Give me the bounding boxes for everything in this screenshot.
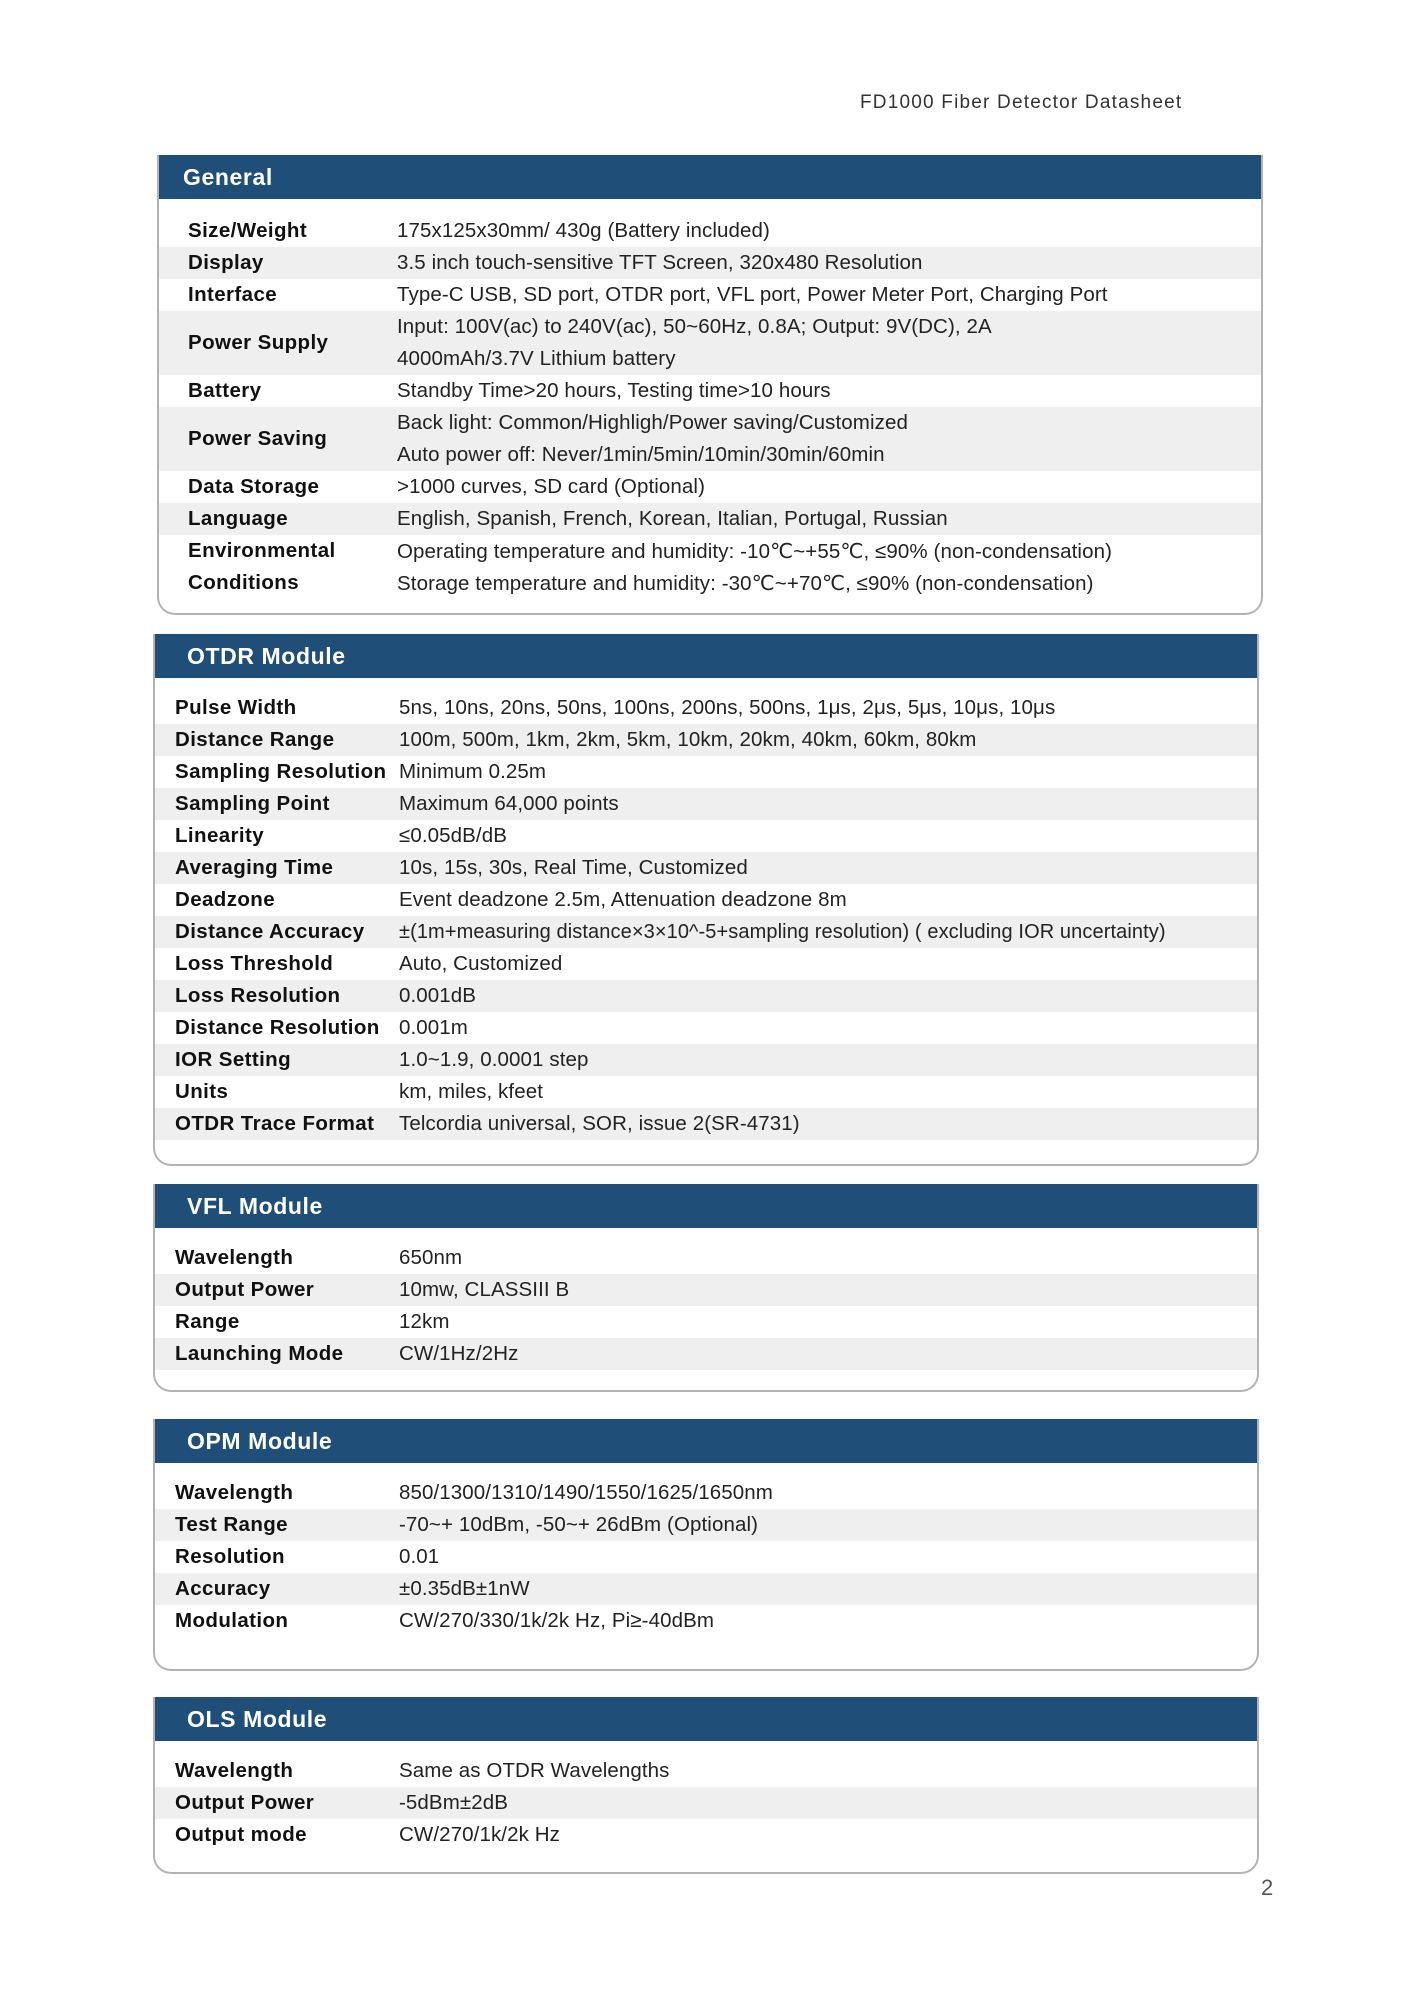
- spec-value: CW/270/330/1k/2k Hz, Pi≥-40dBm: [399, 1609, 715, 1632]
- vfl-module-panel: [153, 1184, 1259, 1392]
- spec-row: [159, 471, 1261, 503]
- spec-row: [155, 1306, 1257, 1338]
- spec-row: [159, 503, 1261, 535]
- spec-row: [155, 1338, 1257, 1370]
- spec-row: [155, 1755, 1257, 1787]
- spec-value: 10mw, CLASSIII B: [399, 1278, 570, 1301]
- spec-row: [155, 1242, 1257, 1274]
- opm-module-panel: [153, 1419, 1259, 1671]
- panel-title: OLS Module: [155, 1697, 1257, 1741]
- spec-value: Maximum 64,000 points: [399, 792, 619, 815]
- spec-row: [155, 788, 1257, 820]
- spec-value: 3.5 inch touch-sensitive TFT Screen, 320x480 Resolution: [397, 251, 923, 274]
- spec-value: 850/1300/1310/1490/1550/1625/1650nm: [399, 1481, 773, 1504]
- spec-value: Minimum 0.25m: [399, 760, 547, 783]
- spec-label: Units: [175, 1080, 229, 1103]
- spec-row: [155, 884, 1257, 916]
- spec-label: Environmental: [188, 539, 336, 562]
- spec-value: 1.0~1.9, 0.0001 step: [399, 1048, 589, 1071]
- spec-label: Sampling Point: [175, 792, 330, 815]
- spec-value: 0.001m: [399, 1016, 468, 1039]
- spec-label: Conditions: [188, 571, 300, 594]
- spec-value: Telcordia universal, SOR, issue 2(SR-4731): [399, 1112, 800, 1135]
- spec-label: Data Storage: [188, 475, 320, 498]
- spec-label: Distance Accuracy: [175, 920, 365, 943]
- spec-value: CW/1Hz/2Hz: [399, 1342, 519, 1365]
- spec-value: Storage temperature and humidity: -30℃~+70℃, ≤90% (non-condensation): [397, 571, 1094, 595]
- spec-rows: [155, 1477, 1257, 1637]
- spec-row: [155, 724, 1257, 756]
- spec-row: [155, 1012, 1257, 1044]
- spec-value: Auto, Customized: [399, 952, 563, 975]
- spec-row: [159, 215, 1261, 247]
- spec-row: [155, 820, 1257, 852]
- spec-label: Range: [175, 1310, 240, 1333]
- spec-rows: [159, 215, 1261, 599]
- spec-value: >1000 curves, SD card (Optional): [397, 475, 705, 498]
- spec-value: ≤0.05dB/dB: [399, 824, 507, 847]
- general-panel: [157, 155, 1263, 615]
- spec-row: [159, 535, 1261, 567]
- spec-label: Loss Threshold: [175, 952, 334, 975]
- spec-row: [155, 1274, 1257, 1306]
- spec-value: English, Spanish, French, Korean, Italian, Portugal, Russian: [397, 507, 948, 530]
- panel-title: OTDR Module: [155, 634, 1257, 678]
- spec-label: Pulse Width: [175, 696, 297, 719]
- spec-row: [155, 692, 1257, 724]
- spec-label: Wavelength: [175, 1481, 294, 1504]
- spec-row: [159, 407, 1261, 471]
- page-number: 2: [1261, 1875, 1274, 1900]
- spec-label: Sampling Resolution: [175, 760, 387, 783]
- spec-value: ±0.35dB±1nW: [399, 1577, 530, 1600]
- spec-label: Wavelength: [175, 1246, 294, 1269]
- spec-row: [159, 279, 1261, 311]
- spec-label: Output Power: [175, 1791, 315, 1814]
- spec-label: Test Range: [175, 1513, 288, 1536]
- spec-value: [397, 407, 908, 471]
- spec-value: [397, 311, 992, 375]
- spec-value: 10s, 15s, 30s, Real Time, Customized: [399, 856, 748, 879]
- spec-value: km, miles, kfeet: [399, 1080, 543, 1103]
- panel-title: General: [159, 155, 1261, 199]
- spec-value: 650nm: [399, 1246, 463, 1269]
- spec-row: [155, 948, 1257, 980]
- spec-label: Display: [188, 251, 264, 274]
- spec-row: [155, 852, 1257, 884]
- spec-label: Loss Resolution: [175, 984, 341, 1007]
- spec-label: Size/Weight: [188, 219, 308, 242]
- spec-label: Modulation: [175, 1609, 289, 1632]
- panel-title: OPM Module: [155, 1419, 1257, 1463]
- spec-value: 100m, 500m, 1km, 2km, 5km, 10km, 20km, 40km, 60km, 80km: [399, 728, 977, 751]
- spec-label: Power Supply: [188, 331, 329, 354]
- spec-row: [155, 756, 1257, 788]
- spec-row: [155, 980, 1257, 1012]
- spec-row: [155, 1573, 1257, 1605]
- spec-value: CW/270/1k/2k Hz: [399, 1823, 560, 1846]
- spec-label: Output Power: [175, 1278, 315, 1301]
- spec-label: Distance Range: [175, 728, 335, 751]
- spec-label: OTDR Trace Format: [175, 1112, 375, 1135]
- spec-row: [159, 375, 1261, 407]
- ols-module-panel: [153, 1697, 1259, 1874]
- spec-row: [159, 247, 1261, 279]
- spec-row: [155, 1044, 1257, 1076]
- spec-value: -5dBm±2dB: [399, 1791, 509, 1814]
- spec-label: Averaging Time: [175, 856, 334, 879]
- spec-value: Type-C USB, SD port, OTDR port, VFL port, Power Meter Port, Charging Port: [397, 283, 1108, 306]
- spec-row: [155, 1787, 1257, 1819]
- spec-value: Event deadzone 2.5m, Attenuation deadzone 8m: [399, 888, 847, 911]
- spec-value: 12km: [399, 1310, 450, 1333]
- spec-label: Interface: [188, 283, 278, 306]
- spec-value: Standby Time>20 hours, Testing time>10 hours: [397, 379, 831, 402]
- spec-label: Launching Mode: [175, 1342, 344, 1365]
- spec-label: Resolution: [175, 1545, 285, 1568]
- spec-value: 175x125x30mm/ 430g (Battery included): [397, 219, 770, 242]
- spec-rows: [155, 1242, 1257, 1370]
- spec-value: 0.01: [399, 1545, 440, 1568]
- spec-label: Accuracy: [175, 1577, 271, 1600]
- otdr-module-panel: [153, 634, 1259, 1166]
- spec-value-line: Back light: Common/Highligh/Power saving/Customized: [397, 411, 908, 434]
- spec-value-line: Input: 100V(ac) to 240V(ac), 50~60Hz, 0.8A; Output: 9V(DC), 2A: [397, 315, 992, 338]
- spec-value: Same as OTDR Wavelengths: [399, 1759, 670, 1782]
- spec-label: Power Saving: [188, 427, 328, 450]
- spec-row: [155, 1819, 1257, 1851]
- spec-value: Operating temperature and humidity: -10℃~+55℃, ≤90% (non-condensation): [397, 539, 1113, 563]
- spec-value: -70~+ 10dBm, -50~+ 26dBm (Optional): [399, 1513, 759, 1536]
- spec-value-line: 4000mAh/3.7V Lithium battery: [397, 347, 676, 370]
- spec-row: [155, 1509, 1257, 1541]
- spec-label: Battery: [188, 379, 262, 402]
- spec-row: [155, 1108, 1257, 1140]
- spec-label: Wavelength: [175, 1759, 294, 1782]
- spec-label: IOR Setting: [175, 1048, 292, 1071]
- spec-label: Output mode: [175, 1823, 307, 1846]
- spec-row: [155, 1605, 1257, 1637]
- spec-rows: [155, 1755, 1257, 1851]
- spec-label: Distance Resolution: [175, 1016, 380, 1039]
- spec-value-line: Auto power off: Never/1min/5min/10min/30min/60min: [397, 443, 885, 466]
- spec-row: [155, 1076, 1257, 1108]
- spec-value: ±(1m+measuring distance×3×10^-5+sampling resolution) ( excluding IOR uncertainty): [399, 920, 1166, 943]
- spec-value: 0.001dB: [399, 984, 477, 1007]
- spec-row: [159, 311, 1261, 375]
- spec-value: 5ns, 10ns, 20ns, 50ns, 100ns, 200ns, 500ns, 1μs, 2μs, 5μs, 10μs, 10μs: [399, 696, 1056, 719]
- spec-label: Linearity: [175, 824, 265, 847]
- panel-title: VFL Module: [155, 1184, 1257, 1228]
- spec-row: [155, 1477, 1257, 1509]
- document-title: FD1000 Fiber Detector Datasheet: [860, 92, 1183, 113]
- spec-label: Language: [188, 507, 289, 530]
- spec-row: [155, 1541, 1257, 1573]
- spec-label: Deadzone: [175, 888, 276, 911]
- spec-row: [155, 916, 1257, 948]
- spec-rows: [155, 692, 1257, 1140]
- spec-row: [159, 567, 1261, 599]
